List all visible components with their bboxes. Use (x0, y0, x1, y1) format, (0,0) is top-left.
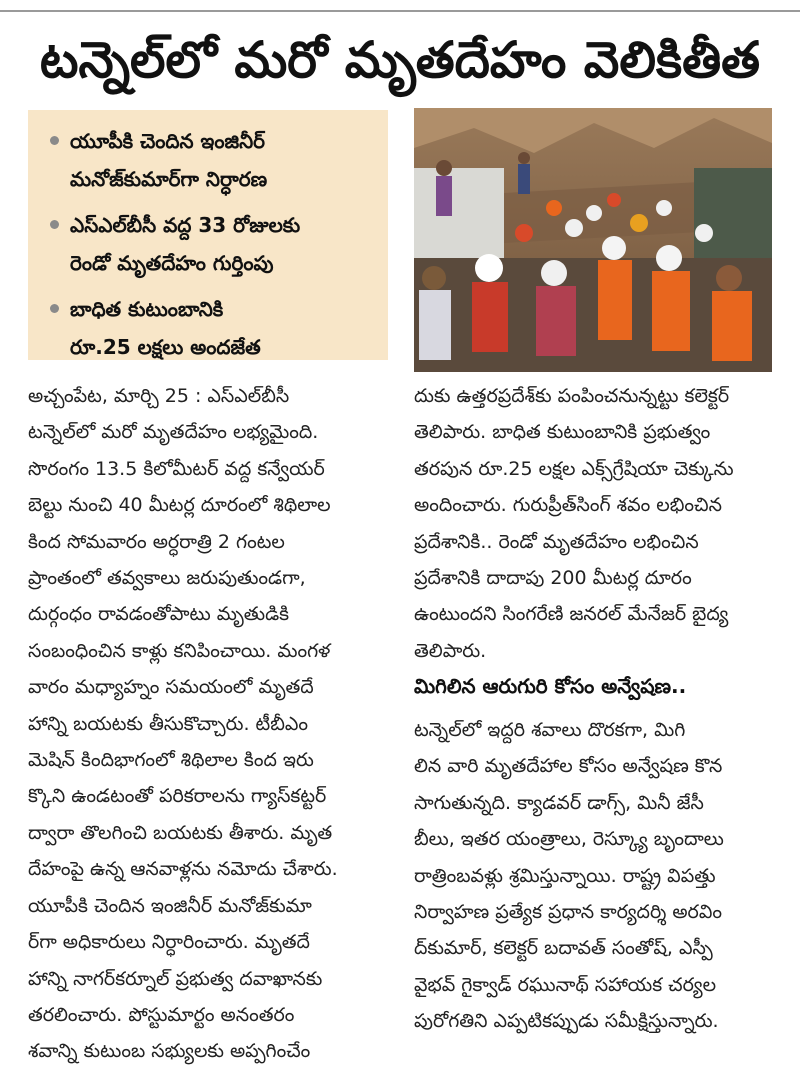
body-line: మెషిన్ కిందిభాగంలో శిథిలాల కింద ఇరు (28, 749, 314, 772)
article-column-right-top (414, 378, 774, 669)
body-line: టన్నెల్‌లో మరో మృతదేహం లభ్యమైంది. (28, 421, 319, 444)
article-column-left (28, 378, 390, 1070)
bullet-icon (50, 220, 59, 229)
body-line: దేహంపై ఉన్న ఆనవాళ్లను నమోదు చేశారు. (28, 858, 338, 881)
body-line: సొరంగం 13.5 కిలోమీటర్ వద్ద కన్వేయర్ (28, 457, 325, 480)
body-line: వైభవ్ గైక్వాడ్ రఘునాథ్ సహాయక చర్యల (414, 973, 717, 996)
rescue-team-photo (414, 108, 772, 372)
highlight-line: మనోజ్‌కుమార్‌గా నిర్ధారణ (70, 167, 268, 191)
body-line: ద్‌కుమార్, కలెక్టర్ బదావత్ సంతోష్, ఎస్పీ (414, 937, 713, 960)
section-subheading: మిగిలిన ఆరుగురి కోసం అన్వేషణ.. (414, 674, 687, 698)
news-photo (414, 108, 772, 372)
highlight-line: రెండో మృతదేహం గుర్తింపు (70, 251, 274, 275)
page-title: టన్నెల్‌లో మరో మృతదేహం వెలికితీత (39, 31, 761, 89)
highlights-box (28, 110, 388, 360)
highlight-line: ఎస్‌ఎల్‌బీసీ వద్ద 33 రోజులకు (70, 213, 301, 237)
body-line: తరలించారు. పోస్టుమార్టం అనంతరం (28, 1003, 295, 1026)
body-line: తరపున రూ.25 లక్షల ఎక్స్‌గ్రేషియా చెక్కును (414, 457, 734, 480)
body-line: రాత్రింబవళ్లు శ్రమిస్తున్నాయి. రాష్ట్ర విపత్తు (414, 864, 716, 887)
highlight-item (50, 206, 378, 282)
highlight-line: రూ.25 లక్షలు అందజేత (70, 335, 261, 359)
body-line: కింద సోమవారం అర్ధరాత్రి 2 గంటల (28, 530, 285, 553)
body-line: క్కొని ఉండటంతో పరికరాలను గ్యాస్‌కట్టర్ (28, 785, 327, 808)
body-line: టన్నెల్‌లో ఇద్దరి శవాలు దొరకగా, మిగి (414, 719, 686, 741)
body-line: హాన్ని నాగర్‌కర్నూల్ ప్రభుత్వ దవాఖానకు (28, 967, 323, 990)
article-column-right-bottom (414, 712, 774, 1040)
body-line: యూపీకి చెందిన ఇంజినీర్ మనోజ్‌కుమా (28, 894, 312, 917)
highlights-list (50, 122, 378, 366)
top-rule (0, 10, 800, 12)
body-line: అందించారు. గురుప్రీత్‌సింగ్ శవం లభించిన (414, 494, 722, 517)
body-line: నిర్వాహణ ప్రత్యేక ప్రధాన కార్యదర్శి అరవిం (414, 901, 722, 924)
body-line: సాగుతున్నది. క్యాడవర్ డాగ్స్, మినీ జేసీ (414, 791, 704, 814)
body-line: ఉంటుందని సింగరేణి జనరల్ మేనేజర్ బైద్య (414, 603, 729, 626)
bullet-icon (50, 304, 59, 313)
body-line: తెలిపారు. (414, 639, 487, 662)
body-line: ర్‌గా అధికారులు నిర్ధారించారు. మృతదే (28, 931, 310, 954)
highlight-item (50, 122, 378, 198)
body-line: దుర్గంధం రావడంతోపాటు మృతుడికి (28, 603, 290, 626)
body-line: ప్రాంతంలో తవ్వకాలు జరుపుతుండగా, (28, 567, 306, 590)
highlight-item (50, 290, 378, 366)
highlight-line: యూపీకి చెందిన ఇంజినీర్ (70, 129, 265, 153)
body-line: పురోగతిని ఎప్పటికప్పుడు సమీక్షిస్తున్నారు. (414, 1010, 719, 1033)
body-line: లిన వారి మృతదేహాల కోసం అన్వేషణ కొన (414, 755, 723, 778)
body-line: సంబంధించిన కాళ్లు కనిపించాయి. మంగళ (28, 639, 331, 662)
body-line: ప్రదేశానికి.. రెండో మృతదేహం లభించిన (414, 530, 699, 553)
body-line: శవాన్ని కుటుంబ సభ్యులకు అప్పగించేం (28, 1040, 311, 1063)
highlight-line: బాధిత కుటుంబానికి (70, 297, 224, 321)
body-line: హాన్ని బయటకు తీసుకొచ్చారు. టీబీఎం (28, 712, 308, 735)
body-line: దుకు ఉత్తరప్రదేశ్‌కు పంపించనున్నట్టు కలెక్టర్ (414, 385, 730, 407)
body-line: వారం మధ్యాహ్నం సమయంలో మృతదే (28, 676, 314, 699)
body-line: బీలు, ఇతర యంత్రాలు, రెస్క్యూ బృందాలు (414, 828, 724, 851)
body-line: ద్వారా తొలగించి బయటకు తీశారు. మృత (28, 821, 333, 844)
body-line: బెల్టు నుంచి 40 మీటర్ల దూరంలో శిథిలాల (28, 494, 331, 517)
body-line: తెలిపారు. బాధిత కుటుంబానికి ప్రభుత్వం (414, 421, 711, 444)
body-line: అచ్చంపేట, మార్చి 25 : ఎస్‌ఎల్‌బీసీ (28, 385, 290, 407)
bullet-icon (50, 136, 59, 145)
body-line: ప్రదేశానికి దాదాపు 200 మీటర్ల దూరం (414, 567, 692, 590)
